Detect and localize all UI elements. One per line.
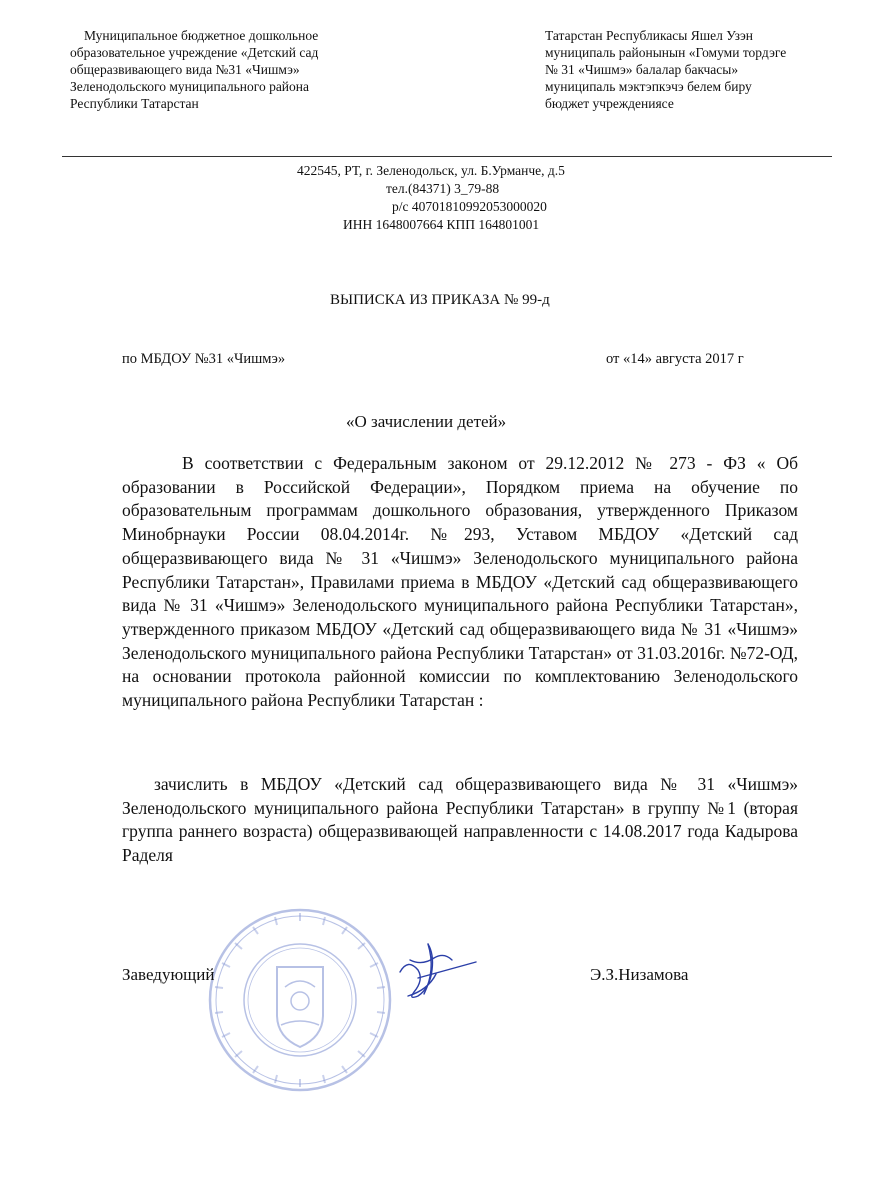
handwritten-signature	[388, 930, 488, 1005]
document-title: ВЫПИСКА ИЗ ПРИКАЗА № 99-д	[330, 292, 550, 308]
header-left-russian	[70, 27, 400, 112]
tax-ids-line: ИНН 1648007664 КПП 164801001	[343, 217, 540, 232]
official-seal-stamp	[205, 905, 395, 1095]
header-left-line: Муниципальное бюджетное дошкольное	[84, 28, 319, 43]
phone-line: тел.(84371) 3_79-88	[386, 181, 500, 196]
header-left-line: образовательное учреждение «Детский сад	[70, 45, 319, 60]
signatory-name: Э.З.Низамова	[590, 965, 689, 984]
header-divider	[62, 156, 832, 157]
header-right-line: бюджет учреждениясе	[545, 96, 674, 111]
header-right-line: Татарстан Республикасы Яшел Узэн	[545, 28, 753, 43]
paragraph-basis: В соответствии с Федеральным законом от 29.12.2012 № 273 - ФЗ « Об образовании в Российской Федерации», Порядком приема на обучение по образовательным программам дошкольного образования, утвержденного Приказом Минобрнауки России 08.04.2014г. №293, Уставом МБДОУ «Детский сад общеразвивающего вида № 31 «Чишмэ» Зеленодольского муниципального района Республики Татарстан», Правилами приема в МБДОУ «Детский сад общеразвивающего вида № 31 «Чишмэ» Зеленодольского муниципального района Республики Татарстан», утвержденного приказом МБДОУ «Детский сад общеразвивающего вида № 31 «Чишмэ» Зеленодольского муниципального района Республики Татарстан» от 31.03.2016г. №72-ОД, на основании протокола районной комиссии по комплектованию Зеленодольского муниципального района Республики Татарстан :	[122, 453, 798, 711]
header-left-line: Зеленодольского муниципального района	[70, 79, 309, 94]
header-right-line: муниципаль мэктэпкэчэ белем биру	[545, 79, 752, 94]
header-right-line: муниципаль районынын «Гомуми тордэге	[545, 45, 787, 60]
header-left-line: Республики Татарстан	[70, 96, 199, 111]
bank-account-line: р/с 40701810992053000020	[392, 199, 547, 214]
organization-label: по МБДОУ №31 «Чишмэ»	[122, 351, 286, 367]
header-right-tatar	[545, 27, 835, 112]
address-line: 422545, РТ, г. Зеленодольск, ул. Б.Урманче, д.5	[297, 163, 565, 178]
paragraph-enrollment: зачислить в МБДОУ «Детский сад общеразвивающего вида № 31 «Чишмэ» Зеленодольского муниципального района Республики Татарстан» в группу №1 (вторая группа раннего возраста) общеразвивающей направленности с 14.08.2017 года Кадырова Раделя	[122, 774, 798, 866]
header-right-line: № 31 «Чишмэ» балалар бакчасы»	[545, 62, 739, 77]
signatory-role: Заведующий	[122, 965, 215, 984]
header-left-line: общеразвивающего вида №31 «Чишмэ»	[70, 62, 300, 77]
document-subject: «О зачислении детей»	[346, 412, 507, 431]
document-date: от «14» августа 2017 г	[606, 351, 744, 367]
